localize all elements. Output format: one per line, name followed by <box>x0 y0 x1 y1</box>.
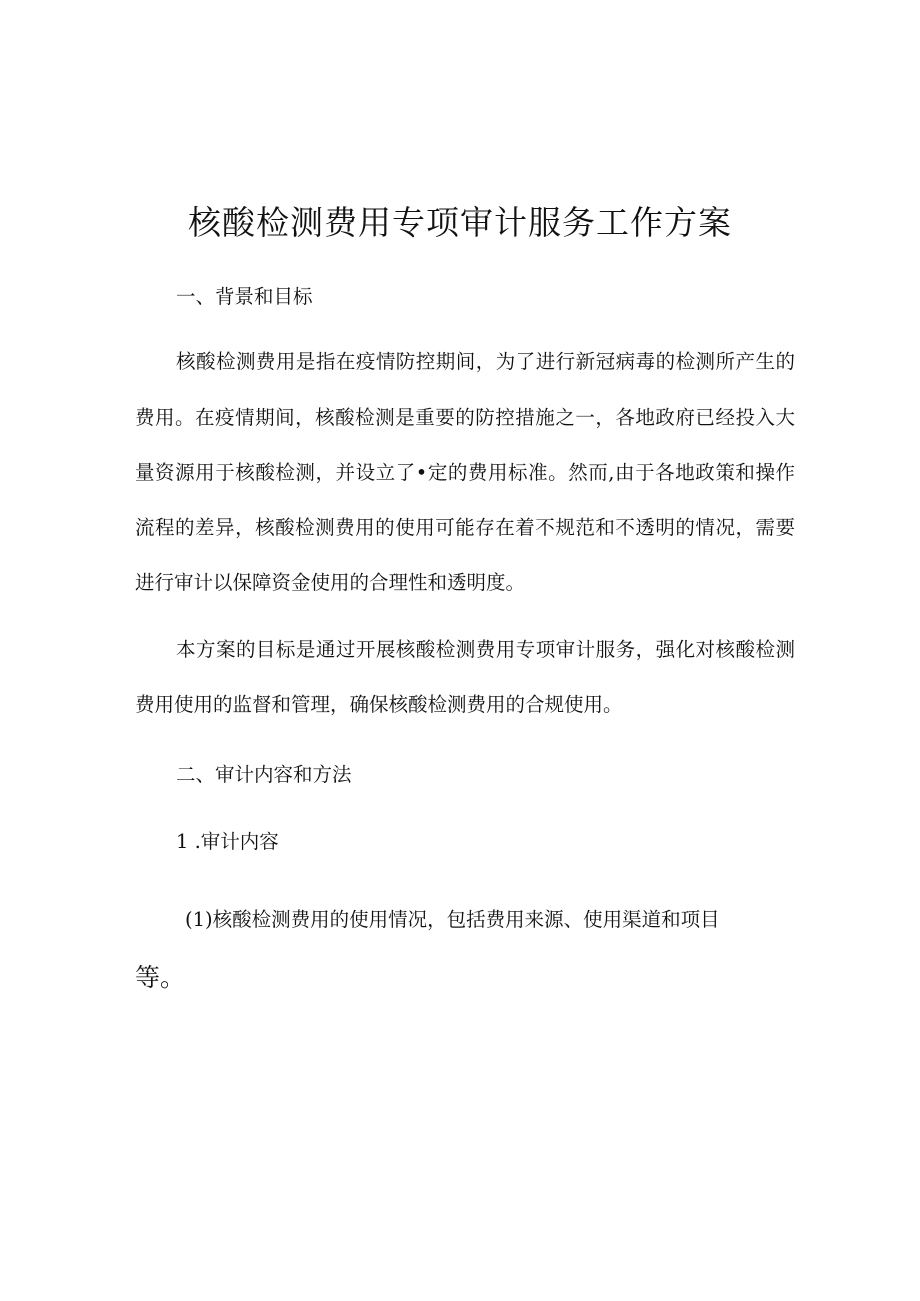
paragraph-line: 核酸检测费用是指在疫情防控期间，为了进行新冠病毒的检测所产生的 <box>176 350 795 373</box>
list-item-line: (1)核酸检测费用的使用情况，包括费用来源、使用渠道和项目 <box>185 908 720 931</box>
list-item-line: 等。 <box>135 963 186 992</box>
paragraph-line: 费用使用的监督和管理，确保核酸检测费用的合规使用。 <box>135 693 623 716</box>
paragraph-line: 量资源用于核酸检测，并设立了•定的费用标准。然而,由于各地政策和操作 <box>135 461 795 484</box>
section-heading-background: 一、背景和目标 <box>176 285 313 308</box>
paragraph-line: 流程的差异，核酸检测费用的使用可能存在着不规范和不透明的情况，需要 <box>135 516 795 539</box>
paragraph-line: 费用。在疫情期间，核酸检测是重要的防控措施之一，各地政府已经投入大 <box>135 406 795 429</box>
paragraph-line: 进行审计以保障资金使用的合理性和透明度。 <box>135 571 526 594</box>
document-title: 核酸检测费用专项审计服务工作方案 <box>188 203 732 242</box>
subsection-heading-audit-content: 1 .审计内容 <box>176 830 279 853</box>
paragraph-line: 本方案的目标是通过开展核酸检测费用专项审计服务，强化对核酸检测 <box>176 638 795 661</box>
section-heading-audit: 二、审计内容和方法 <box>176 763 352 786</box>
